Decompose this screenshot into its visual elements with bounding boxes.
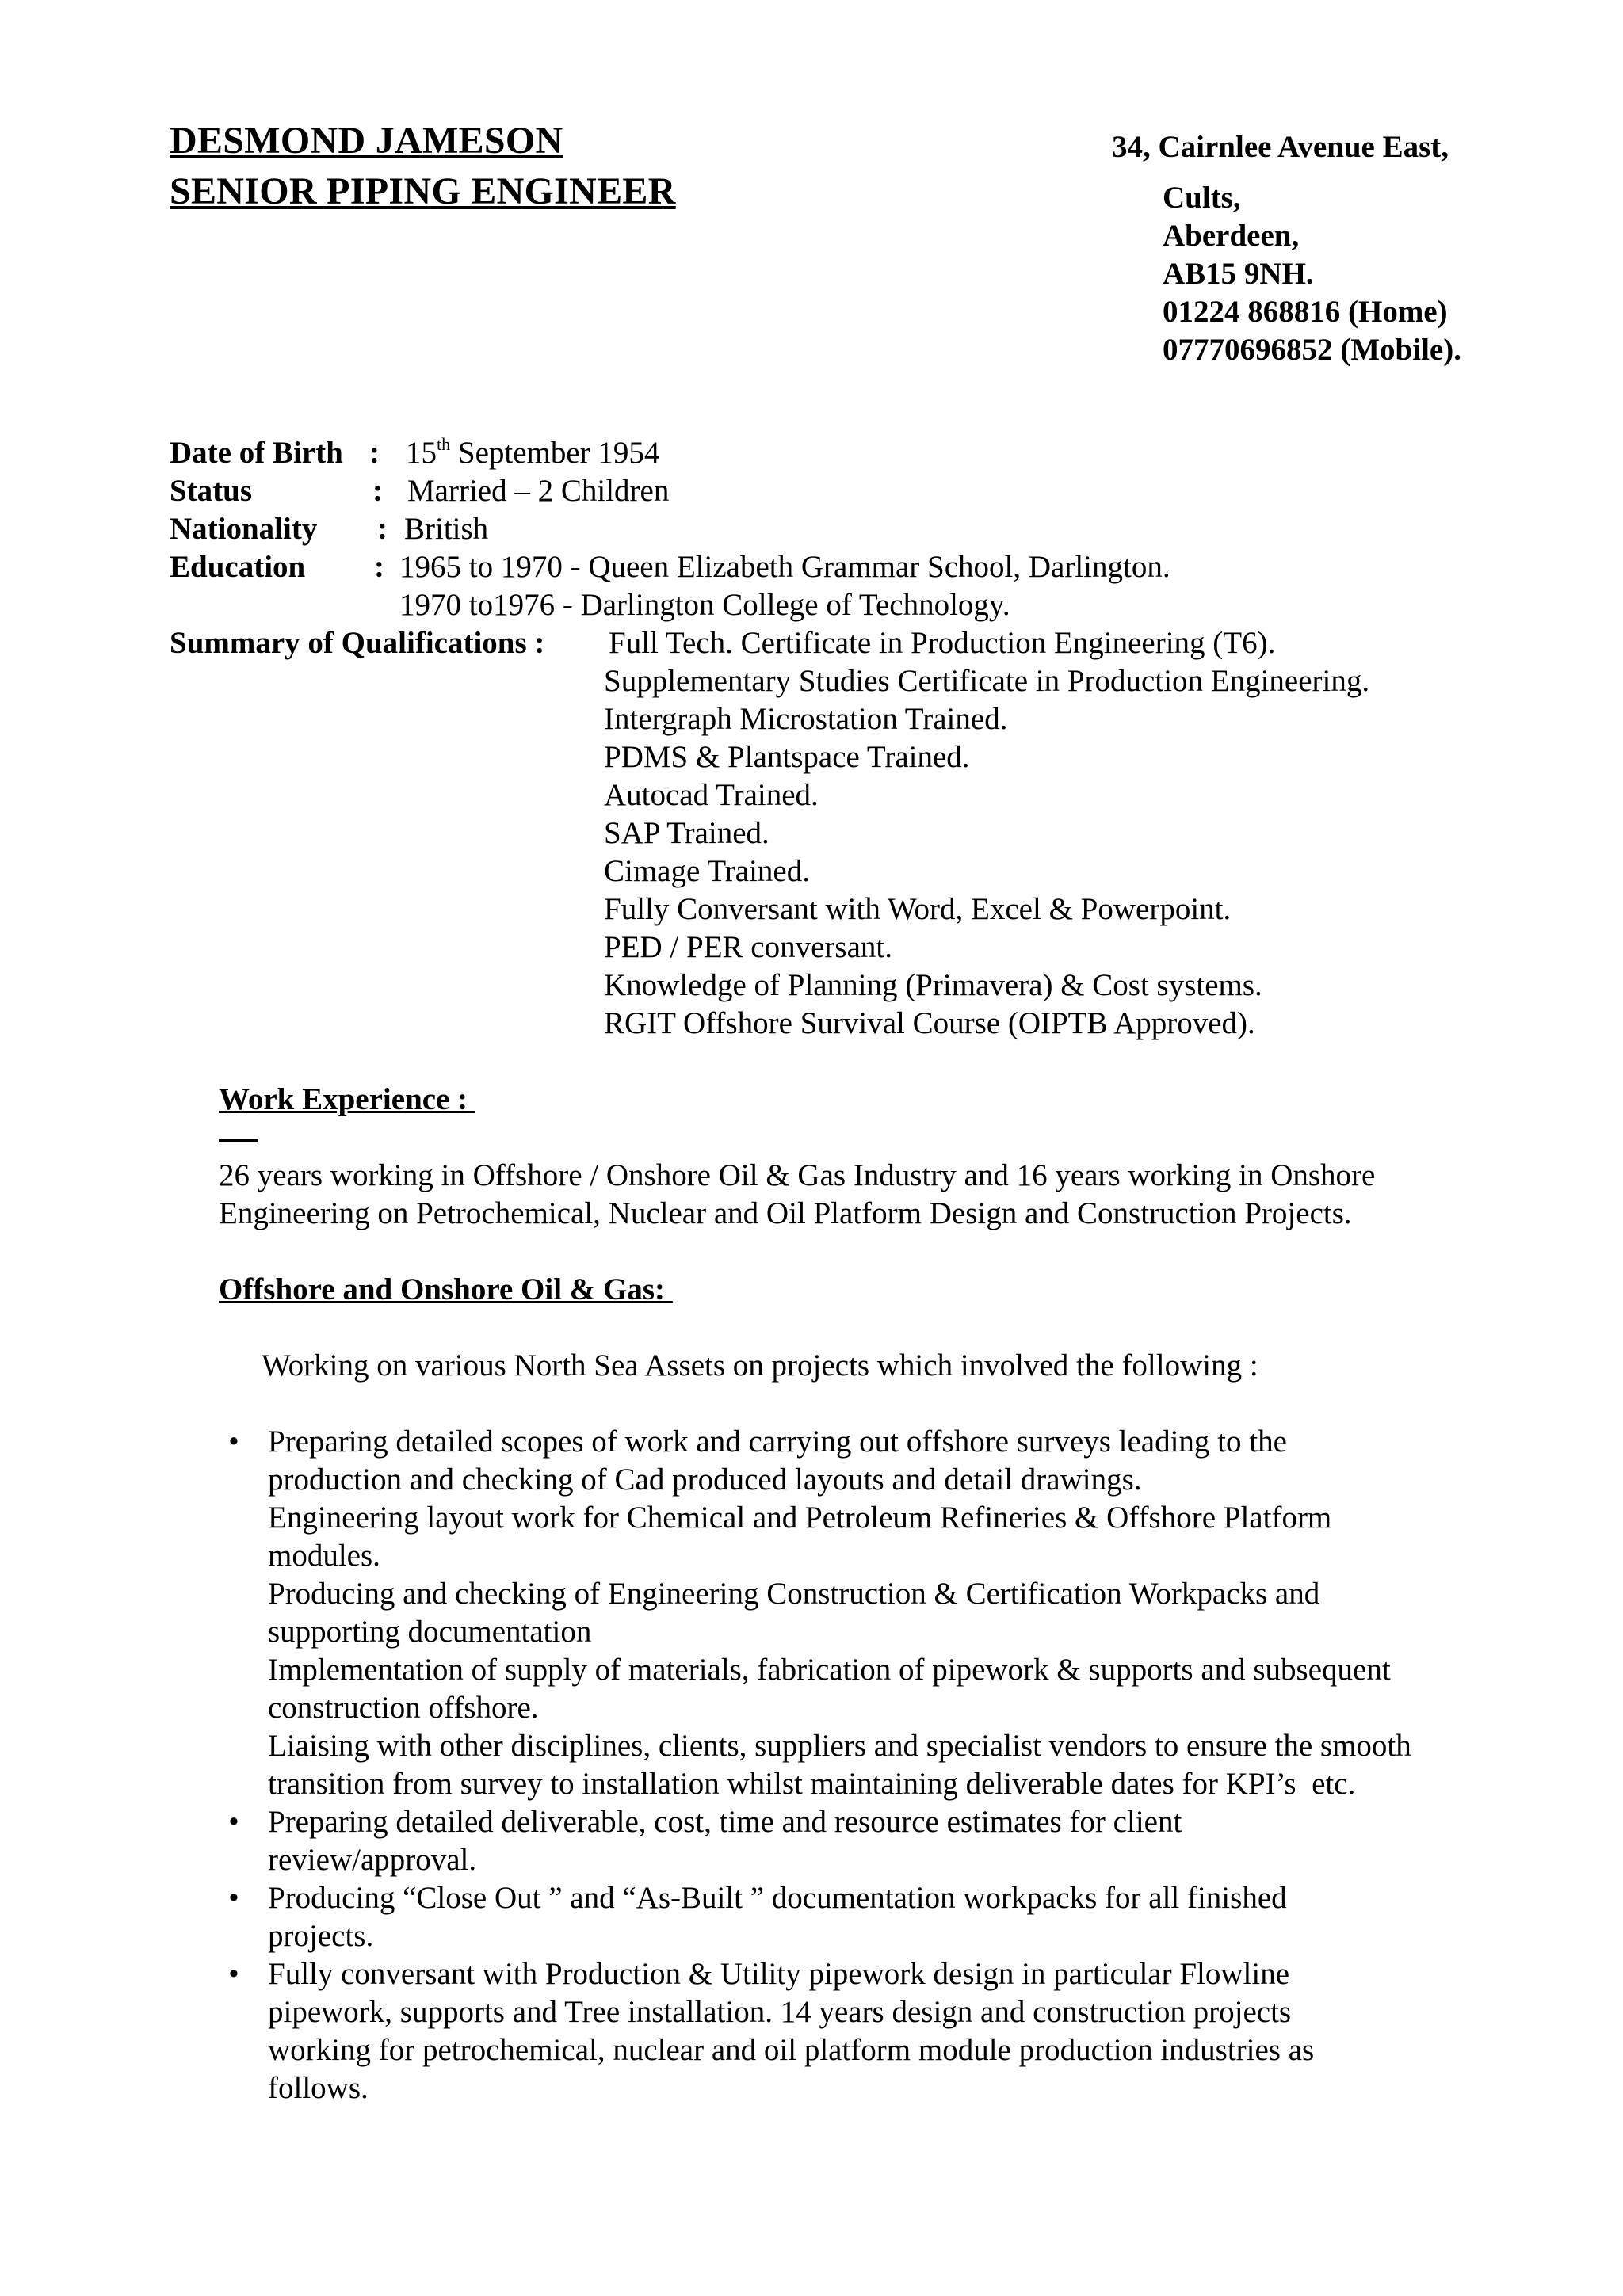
status-colon: : <box>372 474 383 508</box>
bullet-dot: • <box>228 1805 239 1839</box>
candidate-name: DESMOND JAMESON <box>170 120 563 162</box>
bullet-line: projects. <box>268 1919 374 1953</box>
dob-day: 15 <box>406 436 437 470</box>
bullet-line: Preparing detailed scopes of work and carrying out offshore surveys leading to the <box>268 1425 1287 1459</box>
address-line-1: 34, Cairnlee Avenue East, <box>1112 130 1449 164</box>
qualification-item: PED / PER conversant. <box>604 930 892 964</box>
nationality-label: Nationality <box>170 512 318 546</box>
qualification-item: Cimage Trained. <box>604 854 810 888</box>
offshore-intro: Working on various North Sea Assets on projects which involved the following : <box>262 1348 1258 1383</box>
bullet-item <box>228 1803 1504 1879</box>
education-colon: : <box>374 550 384 584</box>
education-line-1: 1965 to 1970 - Queen Elizabeth Grammar School, Darlington. <box>399 550 1170 584</box>
bullet-line: Fully conversant with Production & Utility pipework design in particular Flowline <box>268 1957 1289 1991</box>
phone-home: 01224 868816 (Home) <box>1163 295 1448 329</box>
qualifications-label: Summary of Qualifications : <box>170 626 545 660</box>
bullet-line: working for petrochemical, nuclear and oil platform module production industries as <box>268 2033 1315 2067</box>
bullet-line: Producing “Close Out ” and “As-Built ” documentation workpacks for all finished <box>268 1881 1287 1915</box>
qualification-item: Fully Conversant with Word, Excel & Powerpoint. <box>604 892 1232 926</box>
bullet-line: modules. <box>268 1539 380 1573</box>
bullet-item <box>228 1879 1504 1955</box>
bullet-line: review/approval. <box>268 1843 477 1877</box>
qualification-item: Supplementary Studies Certificate in Production Engineering. <box>604 664 1370 698</box>
bullet-dot: • <box>228 1881 239 1915</box>
qualification-item: Full Tech. Certificate in Production Engineering (T6). <box>609 626 1276 660</box>
work-experience-heading: Work Experience : <box>219 1082 475 1116</box>
underline-mark <box>219 1139 258 1142</box>
nationality-value: British <box>404 512 489 546</box>
bullet-line: production and checking of Cad produced layouts and detail drawings. <box>268 1463 1142 1497</box>
bullet-line: transition from survey to installation whilst maintaining deliverable dates for KPI’s etc. <box>268 1767 1356 1801</box>
bullet-line: Liaising with other disciplines, clients, suppliers and specialist vendors to ensure the smooth <box>268 1729 1411 1763</box>
education-line-2: 1970 to1976 - Darlington College of Technology. <box>399 588 1010 622</box>
nationality-colon: : <box>377 512 388 546</box>
status-value: Married – 2 Children <box>407 474 670 508</box>
qualification-item: Knowledge of Planning (Primavera) & Cost systems. <box>604 968 1262 1002</box>
bullet-item <box>228 1955 1504 2107</box>
phone-mobile: 07770696852 (Mobile). <box>1163 333 1461 367</box>
bullet-line: Producing and checking of Engineering Construction & Certification Workpacks and <box>268 1577 1320 1611</box>
dob-suffix: th <box>437 434 451 454</box>
address-line-4: AB15 9NH. <box>1163 257 1314 291</box>
dob-colon: : <box>369 436 380 470</box>
work-summary-line-1: 26 years working in Offshore / Onshore Oil & Gas Industry and 16 years working in Onshore <box>219 1158 1376 1192</box>
bullet-line: Engineering layout work for Chemical and Petroleum Refineries & Offshore Platform <box>268 1501 1332 1535</box>
offshore-heading: Offshore and Onshore Oil & Gas: <box>219 1272 673 1306</box>
dob-rest: September 1954 <box>457 436 660 470</box>
bullet-line: supporting documentation <box>268 1615 592 1649</box>
dob-value <box>406 434 659 472</box>
address-line-3: Aberdeen, <box>1163 219 1300 253</box>
qualification-item: Intergraph Microstation Trained. <box>604 702 1008 736</box>
qualification-item: PDMS & Plantspace Trained. <box>604 740 970 774</box>
bullet-line: Preparing detailed deliverable, cost, time and resource estimates for client <box>268 1805 1182 1839</box>
work-summary-line-2: Engineering on Petrochemical, Nuclear and Oil Platform Design and Construction Projects. <box>219 1196 1352 1230</box>
status-label: Status <box>170 474 253 508</box>
bullet-dot: • <box>228 1957 239 1991</box>
bullet-line: follows. <box>268 2071 369 2105</box>
education-label: Education <box>170 550 306 584</box>
bullet-line: construction offshore. <box>268 1691 539 1725</box>
job-title: SENIOR PIPING ENGINEER <box>170 170 676 212</box>
dob-label: Date of Birth <box>170 436 343 470</box>
experience-bullets <box>228 1423 1504 2107</box>
qualification-item: SAP Trained. <box>604 816 769 850</box>
address-line-2: Cults, <box>1163 181 1241 215</box>
bullet-dot: • <box>228 1425 239 1459</box>
bullet-item <box>228 1423 1504 1803</box>
bullet-line: Implementation of supply of materials, fabrication of pipework & supports and subsequent <box>268 1653 1391 1687</box>
qualification-item: Autocad Trained. <box>604 778 819 812</box>
qualification-item: RGIT Offshore Survival Course (OIPTB Approved). <box>604 1006 1255 1040</box>
bullet-line: pipework, supports and Tree installation. 14 years design and construction projects <box>268 1995 1292 2029</box>
